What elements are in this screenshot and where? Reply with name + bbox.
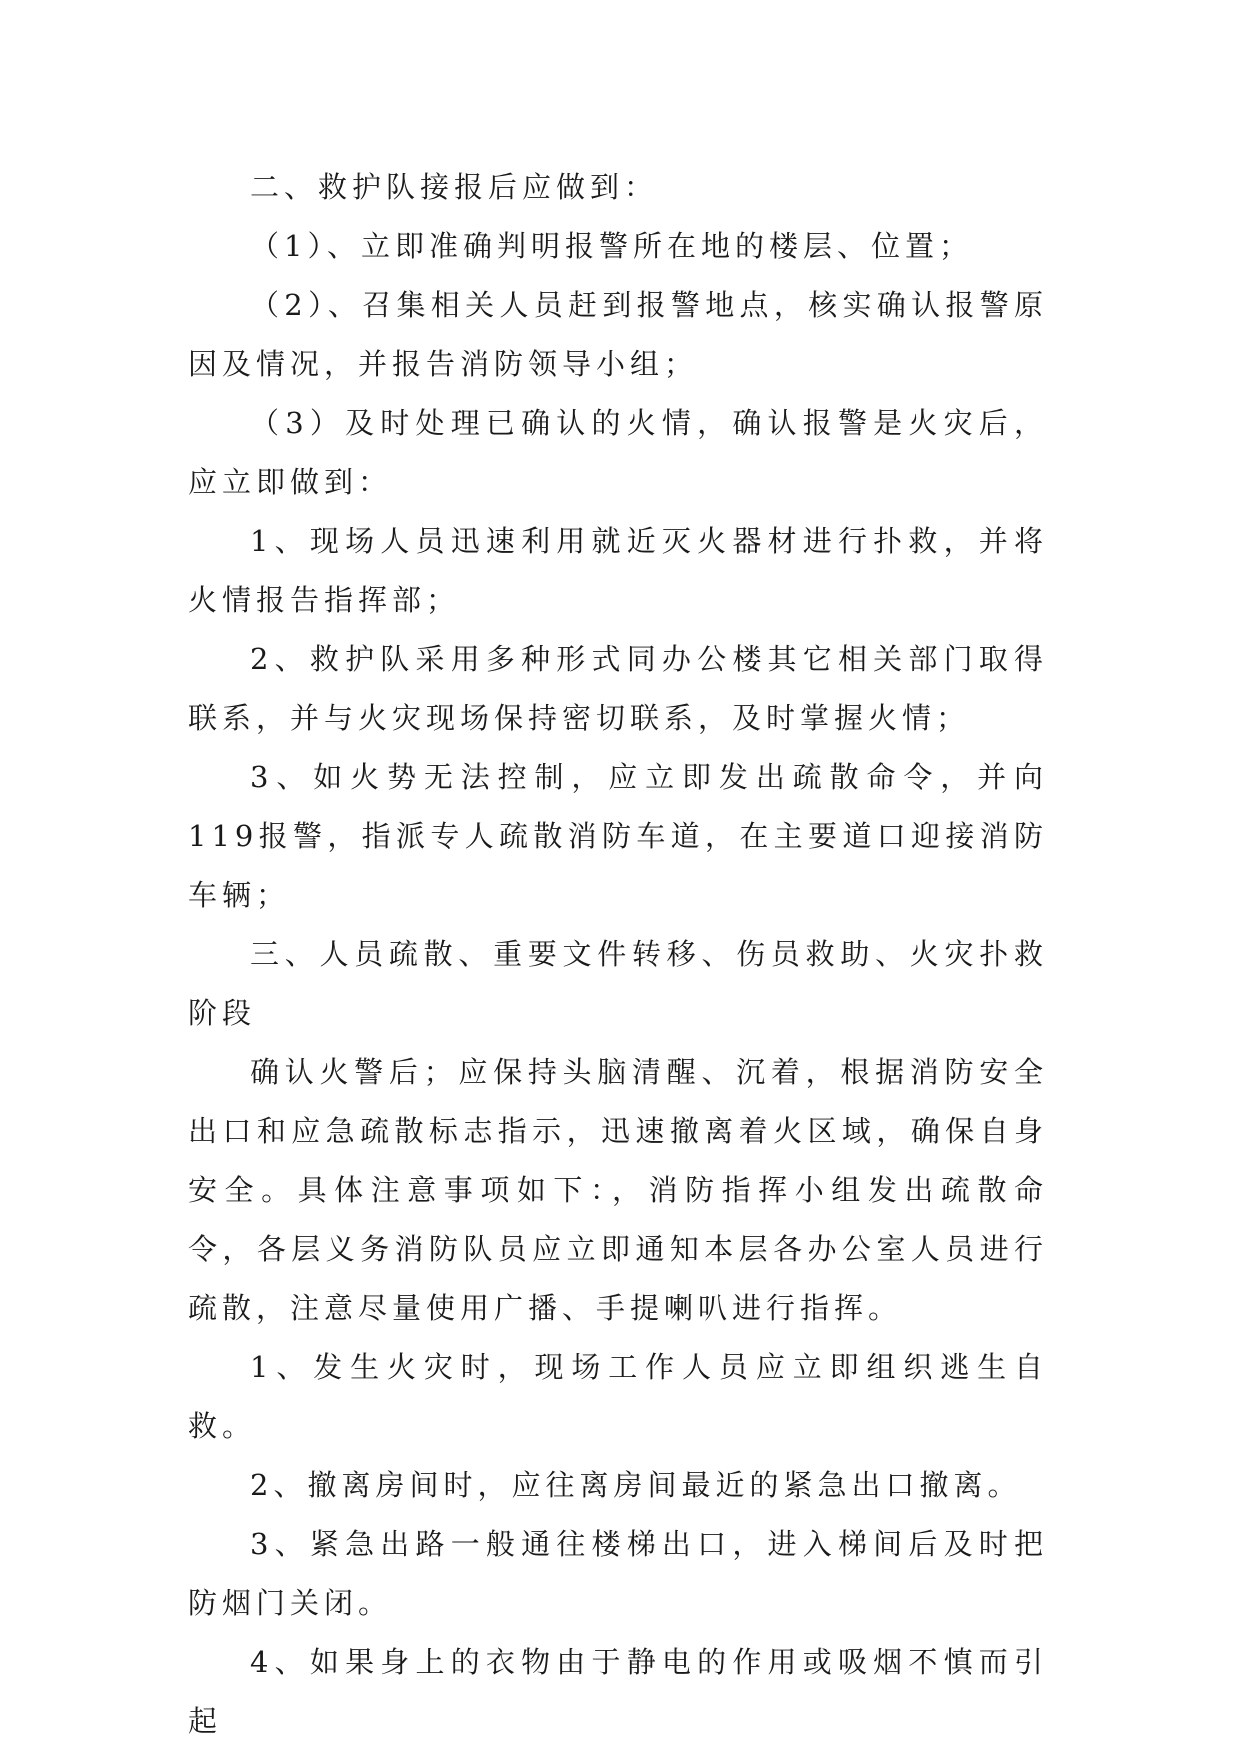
paragraph-evacuation-1: 1、发生火灾时，现场工作人员应立即组织逃生自救。 <box>188 1350 1048 1443</box>
section-heading-evacuation: 三、人员疏散、重要文件转移、伤员救助、火灾扑救阶段 <box>188 937 1048 1030</box>
paragraph-evacuation-3: 3、紧急出路一般通往楼梯出口，进入梯间后及时把防烟门关闭。 <box>188 1527 1048 1620</box>
paragraph-evacuation-4: 4、如果身上的衣物由于静电的作用或吸烟不慎而引起 <box>188 1645 1048 1738</box>
paragraph-item-3: （3）及时处理已确认的火情，确认报警是火灾后，应立即做到： <box>188 406 1048 499</box>
paragraph-evacuation-2: 2、撤离房间时，应往离房间最近的紧急出口撤离。 <box>250 1468 1022 1502</box>
paragraph-step-3: 3、如火势无法控制，应立即发出疏散命令，并向119报警，指派专人疏散消防车道，在主要道口迎接消防车辆； <box>188 760 1048 912</box>
paragraph-step-2: 2、救护队采用多种形式同办公楼其它相关部门取得联系，并与火灾现场保持密切联系，及时掌握火情； <box>188 642 1048 735</box>
paragraph-item-2: （2）、召集相关人员赶到报警地点，核实确认报警原因及情况，并报告消防领导小组； <box>188 288 1048 381</box>
paragraph-step-1: 1、现场人员迅速利用就近灭火器材进行扑救，并将火情报告指挥部； <box>188 524 1048 617</box>
paragraph-item-1: （1）、立即准确判明报警所在地的楼层、位置； <box>250 229 973 263</box>
section-heading-rescue-team: 二、救护队接报后应做到： <box>250 170 659 204</box>
paragraph-evacuation-intro: 确认火警后；应保持头脑清醒、沉着，根据消防安全出口和应急疏散标志指示，迅速撤离着火区域，确保自身安全。具体注意事项如下：，消防指挥小组发出疏散命令，各层义务消防队员应立即通知本层各办公室人员进行疏散，注意尽量使用广播、手提喇叭进行指挥。 <box>188 1055 1048 1325</box>
document-body <box>188 158 1048 1751</box>
